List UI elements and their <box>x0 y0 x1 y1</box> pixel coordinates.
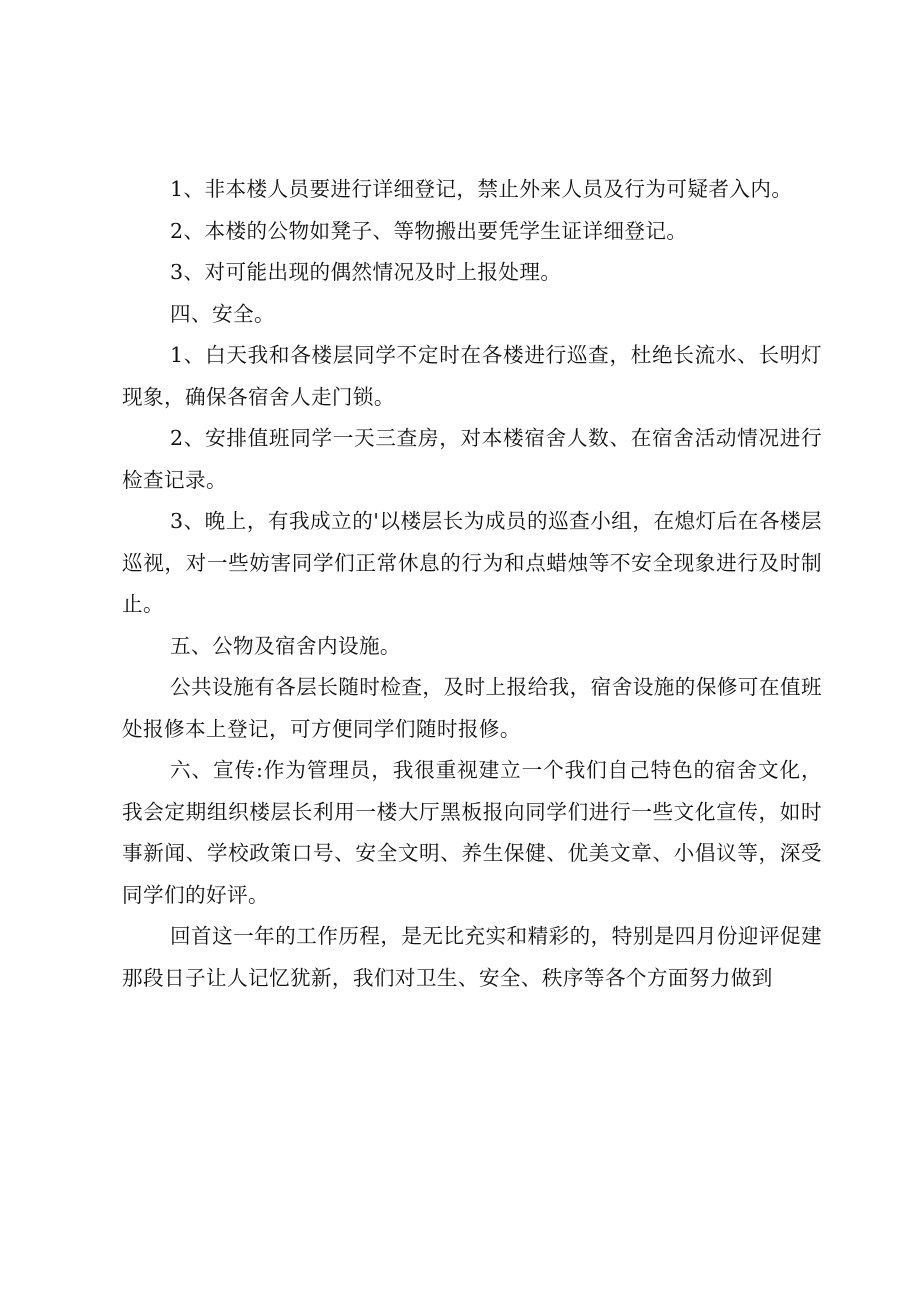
paragraph-registration-rule: 1、非本楼人员要进行详细登记，禁止外来人员及行为可疑者入内。 <box>170 177 793 201</box>
paragraph-daytime-patrol: 1、白天我和各楼层同学不定时在各楼进行巡查，杜绝长流水、长明灯现象，确保各宿舍人走门锁。 <box>122 343 822 409</box>
document-body <box>122 169 822 999</box>
paragraph-night-patrol: 3、晚上，有我成立的'以楼层长为成员的巡查小组，在熄灯后在各楼层巡视，对一些妨害同学们正常休息的行为和点蜡烛等不安全现象进行及时制止。 <box>122 509 822 616</box>
paragraph-property-rule: 2、本楼的公物如凳子、等物搬出要凭学生证详细登记。 <box>170 218 688 243</box>
section-publicity: 六、宣传:作为管理员，我很重视建立一个我们自己特色的宿舍文化，我会定期组织楼层长利用一楼大厅黑板报向同学们进行一些文化宣传，如时事新闻、学校政策口号、安全文明、养生保健、优美文章、小倡议等，深受同学们的好评。 <box>122 758 822 907</box>
paragraph-incident-rule: 3、对可能出现的偶然情况及时上报处理。 <box>170 260 562 284</box>
section-heading-facilities: 五、公物及宿舍内设施。 <box>170 633 401 658</box>
paragraph-room-check: 2、安排值班同学一天三查房，对本楼宿舍人数、在宿舍活动情况进行检查记录。 <box>122 426 822 492</box>
paragraph-facility-maintenance: 公共设施有各层长随时检查，及时上报给我，宿舍设施的保修可在值班处报修本上登记，可方便同学们随时报修。 <box>122 675 822 741</box>
section-heading-safety: 四、安全。 <box>170 301 275 326</box>
paragraph-review: 回首这一年的工作历程，是无比充实和精彩的，特别是四月份迎评促建那段日子让人记忆犹新，我们对卫生、安全、秩序等各个方面努力做到 <box>122 924 822 990</box>
